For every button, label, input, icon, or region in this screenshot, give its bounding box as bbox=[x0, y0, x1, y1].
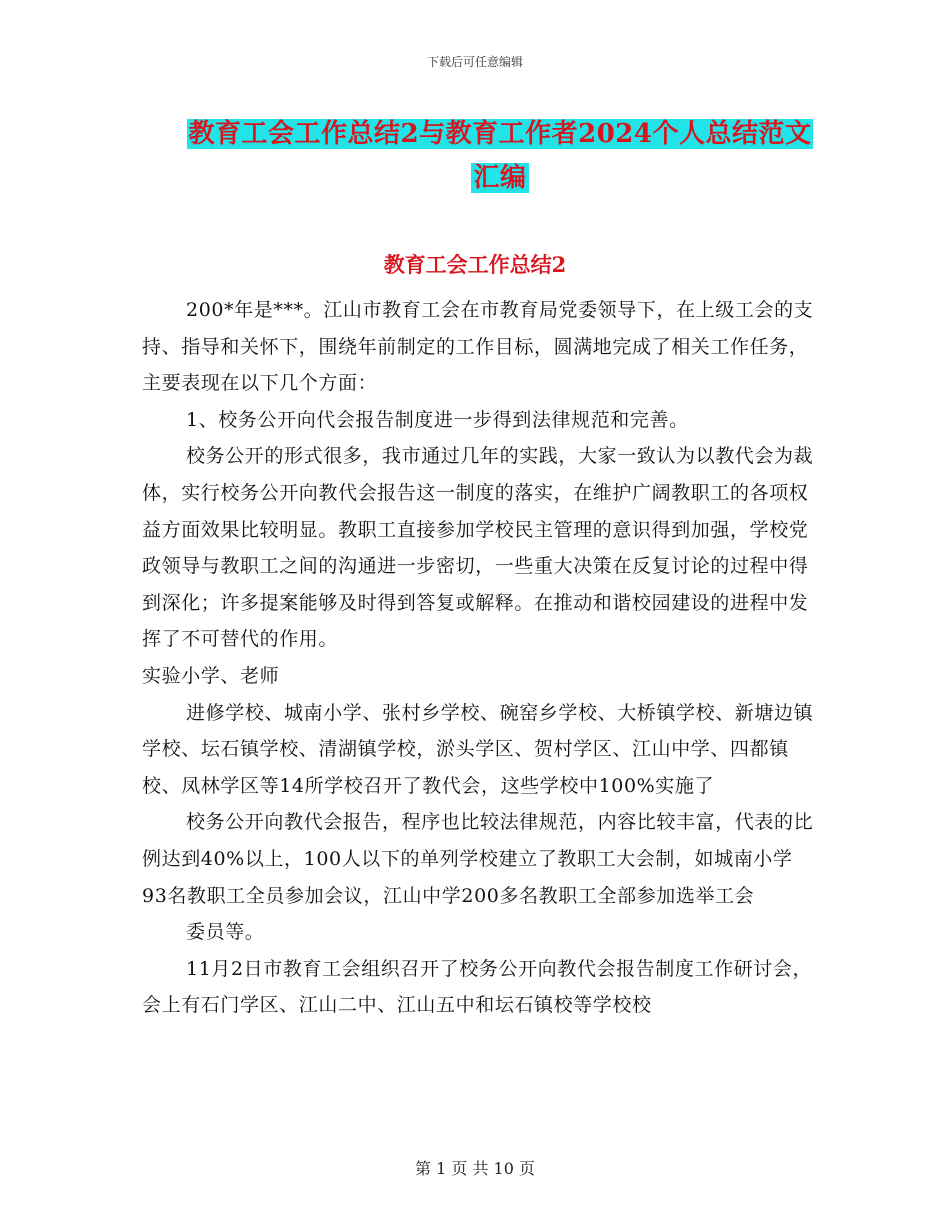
title-line-1: 教育工会工作总结2与教育工作者2024个人总结范文 bbox=[188, 119, 812, 149]
paragraph: 11月2日市教育工会组织召开了校务公开向教代会报告制度工作研讨会，会上有石门学区、江山二中、江山五中和坛石镇校等学校校 bbox=[142, 957, 813, 1017]
paragraph: 1、校务公开向代会报告制度进一步得到法律规范和完善。 bbox=[186, 408, 689, 431]
paragraph: 200*年是***。江山市教育工会在市教育局党委领导下，在上级工会的支持、指导和关怀下，围绕年前制定的工作目标，圆满地完成了相关工作任务，主要表现在以下几个方面： bbox=[142, 299, 814, 395]
title-line-2: 汇编 bbox=[473, 163, 527, 193]
paragraph: 校务公开的形式很多，我市通过几年的实践，大家一致认为以教代会为裁体，实行校务公开向教代会报告这一制度的落实，在维护广阔教职工的各项权益方面效果比较明显。教职工直接参加学校民主管理的意识得到加强，学校党政领导与教职工之间的沟通进一步密切，一些重大决策在反复讨论的过程中得到深化；许多提案能够及时得到答复或解释。在推动和谐校园建设的进程中发挥了不可替代的作用。 bbox=[142, 445, 814, 651]
header-note: 下载后可任意编辑 bbox=[426, 55, 523, 69]
paragraph: 校务公开向教代会报告，程序也比较法律规范，内容比较丰富，代表的比例达到40%以上，100人以下的单列学校建立了教职工大会制，如城南小学93名教职工全员参加会议，江山中学200多名教职工全部参加选举工会 bbox=[142, 811, 814, 907]
paragraph: 实验小学、老师 bbox=[142, 664, 280, 687]
paragraph: 委员等。 bbox=[186, 921, 265, 944]
paragraph: 进修学校、城南小学、张村乡学校、碗窑乡学校、大桥镇学校、新塘边镇学校、坛石镇学校、清湖镇学校，淤头学区、贺村学区、江山中学、四都镇校、凤林学区等14所学校召开了教代会，这些学校中100%实施了 bbox=[142, 701, 814, 797]
document-title bbox=[140, 112, 860, 200]
section-title: 教育工会工作总结2 bbox=[383, 252, 567, 277]
page-number-footer: 第 1 页 共 10 页 bbox=[415, 1159, 535, 1178]
document-body bbox=[142, 292, 814, 1024]
